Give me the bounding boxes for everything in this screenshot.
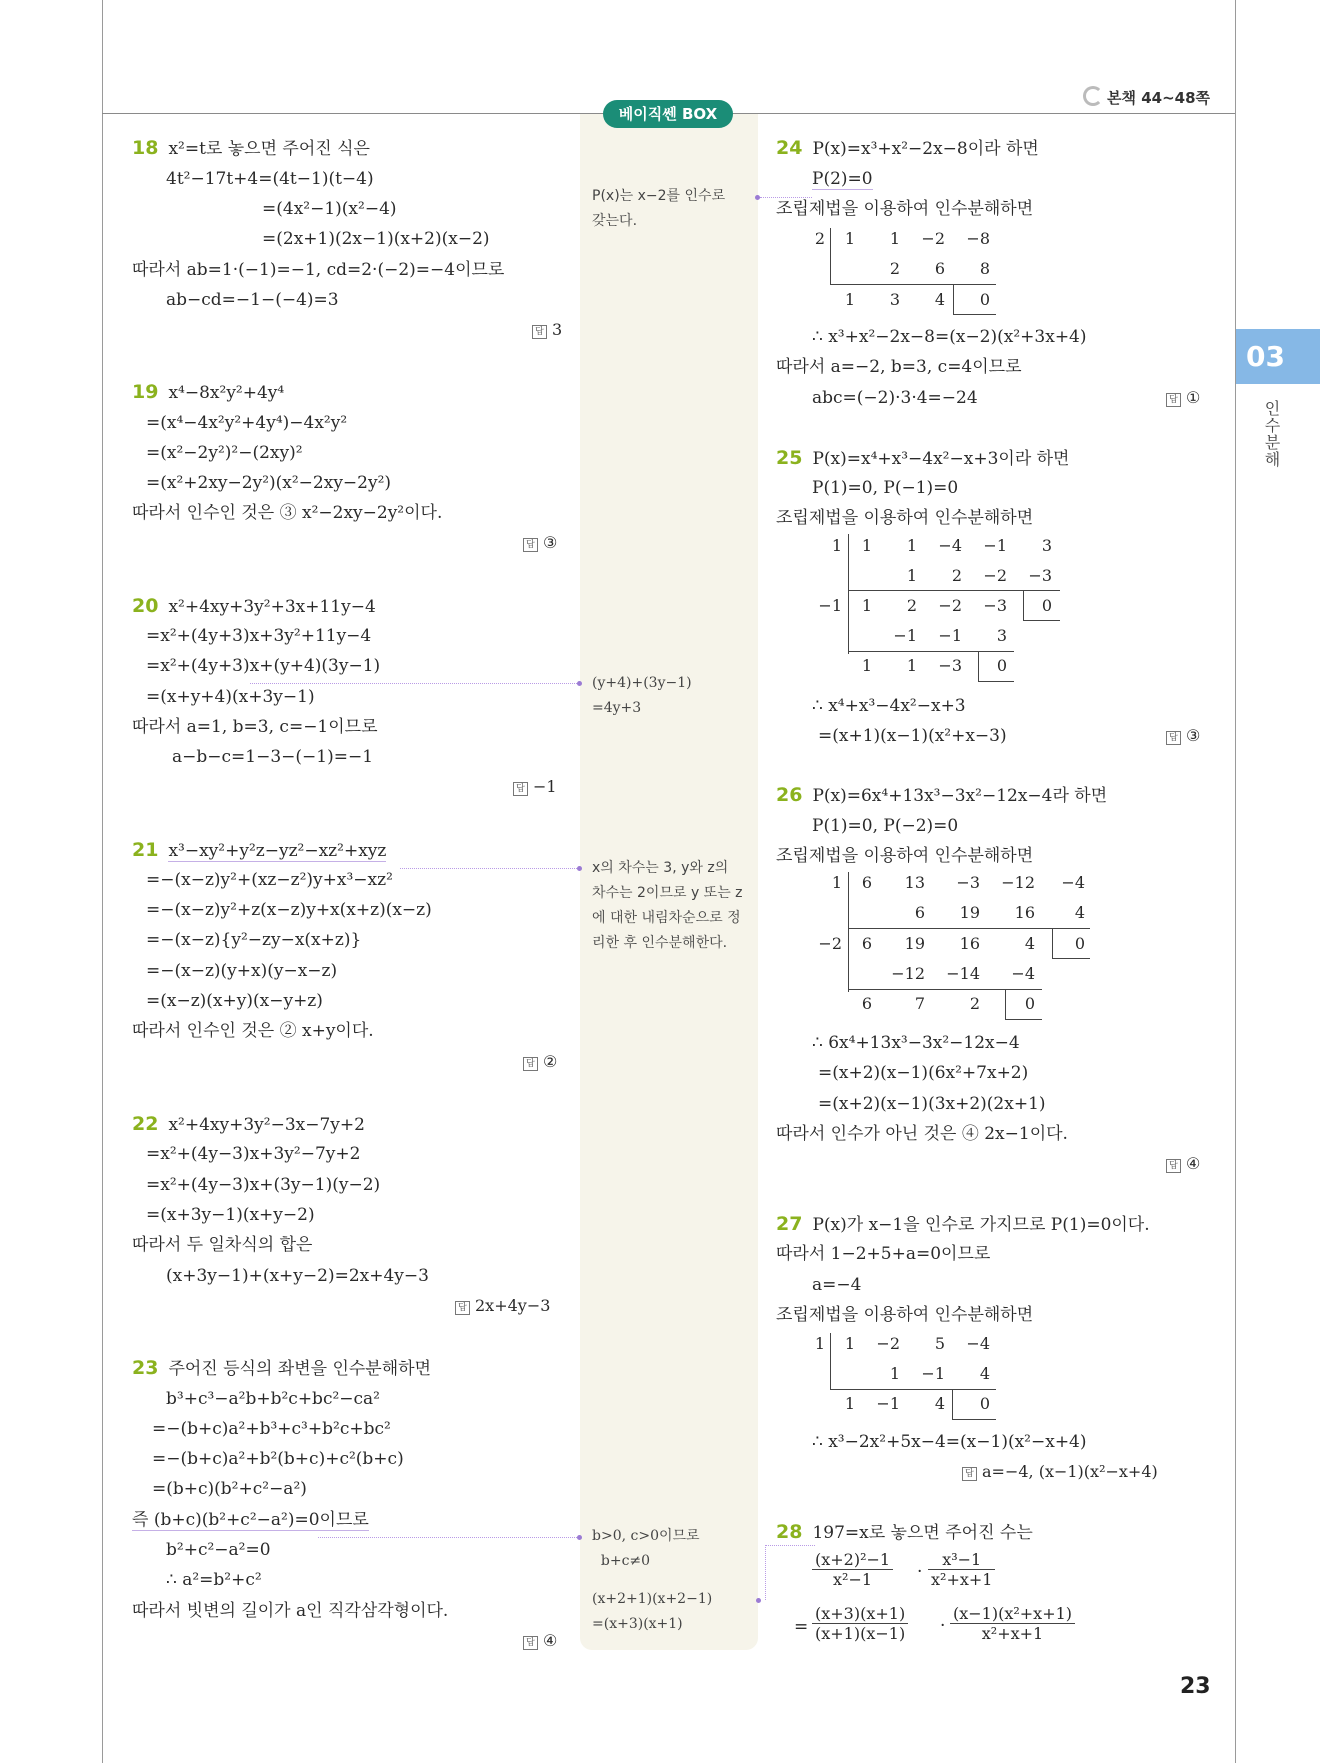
p21-line-5: =(x−z)(x+y)(x−y+z) [146,991,323,1011]
box-label: 베이직쎈 BOX [603,100,733,128]
p26-line-1: P(1)=0, P(−2)=0 [812,816,959,836]
p24-line-4: 따라서 a=−2, b=3, c=4이므로 [776,357,1022,377]
leader-line [765,1545,766,1600]
p20-line-4: 따라서 a=1, b=3, c=−1이므로 [132,717,378,737]
p24-line-3: ∴ x³+x²−2x−8=(x−2)(x²+3x+4) [812,327,1087,347]
p21-answer: 답 ② [523,1052,557,1071]
answer-icon: 답 [523,1057,538,1071]
p21-line-6: 따라서 인수인 것은 ② x+y이다. [132,1021,374,1041]
answer-icon: 답 [962,1467,977,1481]
p21-line-1: =−(x−z)y²+(xz−z²)y+x³−xz² [146,870,393,890]
answer-icon: 답 [523,1636,538,1650]
p25-line-0: 25 P(x)=x⁴+x³−4x²−x+3이라 하면 [776,447,1070,469]
p23-line-4: =(b+c)(b²+c²−a²) [152,1479,307,1499]
p18-line-3: =(2x+1)(2x−1)(x+2)(x−2) [262,229,490,249]
problem-number: 25 [776,447,803,469]
p19-answer: 답 ③ [523,533,557,552]
p25-answer: 답 ③ [1166,726,1200,745]
p22-line-4: 따라서 두 일차식의 합은 [132,1235,313,1255]
p20-line-5: a−b−c=1−3−(−1)=−1 [172,747,374,767]
problem-number: 27 [776,1213,803,1235]
p27-answer: 답 a=−4, (x−1)(x²−x+4) [962,1462,1158,1481]
p21-line-4: =−(x−z)(y+x)(y−x−z) [146,961,338,981]
note-20: (y+4)+(3y−1) =4y+3 [592,675,692,716]
leader-line [318,1537,577,1538]
answer-icon: 답 [1166,1159,1181,1173]
problem-number: 26 [776,784,803,806]
p20-answer: 답 −1 [513,777,557,796]
p18-line-0: 18 x²=t로 놓으면 주어진 식은 [132,137,370,159]
problem-number: 24 [776,137,803,159]
p25-line-2: 조립제법을 이용하여 인수분해하면 [776,508,1034,528]
answer-icon: 답 [513,782,528,796]
p24-line-5: abc=(−2)·3·4=−24 [812,388,978,408]
p23-line-5: 즉 (b+c)(b²+c²−a²)=0이므로 [132,1510,369,1530]
leader-dot [577,866,582,871]
p20-line-2: =x²+(4y+3)x+(y+4)(3y−1) [146,656,381,676]
p28-fraction-1: $\frac{\text{(x+2)²−1}}{\text{x²−1}}$ [812,1550,893,1589]
note-23: b>0, c>0이므로 b+c≠0 [592,1528,700,1569]
leader-line [765,1545,815,1546]
p25-line-3: ∴ x⁴+x³−4x²−x+3 [812,696,966,716]
p18-line-5: ab−cd=−1−(−4)=3 [166,290,339,310]
problem-number: 19 [132,381,159,403]
p27-line-1: 따라서 1−2+5+a=0이므로 [776,1244,991,1264]
p23-line-2: =−(b+c)a²+b³+c³+b²c+bc² [152,1419,391,1439]
problem-number: 22 [132,1113,159,1135]
p18-line-4: 따라서 ab=1·(−1)=−1, cd=2·(−2)=−4이므로 [132,260,505,280]
p26-line-3: ∴ 6x⁴+13x³−3x²−12x−4 [812,1033,1020,1053]
p22-answer: 답 2x+4y−3 [455,1296,550,1315]
p20-line-0: 20 x²+4xy+3y²+3x+11y−4 [132,595,376,617]
p28-fraction-3: $\frac{(x+3)(x+1)}{(x+1)(x-1)}$ [812,1604,908,1643]
note-28: (x+2+1)(x+2−1) =(x+3)(x+1) [592,1591,713,1632]
p19-line-1: =(x⁴−4x²y²+4y⁴)−4x²y² [146,413,348,433]
note-21: x의 차수는 3, y와 z의 차수는 2이므로 y 또는 z 에 대한 내림차순으로 정 리한 후 인수분해한다. [592,860,743,951]
p27-line-0: 27 P(x)가 x−1을 인수로 가지므로 P(1)=0이다. [776,1213,1150,1235]
p24-line-2: 조립제법을 이용하여 인수분해하면 [776,199,1034,219]
p22-line-0: 22 x²+4xy+3y²−3x−7y+2 [132,1113,365,1135]
p20-line-3: =(x+y+4)(x+3y−1) [146,687,315,707]
p20-line-1: =x²+(4y+3)x+3y²+11y−4 [146,626,372,646]
p28-dot: · [940,1616,946,1636]
p23-line-8: 따라서 빗변의 길이가 a인 직각삼각형이다. [132,1601,449,1621]
chapter-tab: 03 [1236,329,1320,384]
p21-line-3: =−(x−z){y²−zy−x(x+z)} [146,930,362,950]
p28-fraction-4: $\frac{\text{(x−1)(x²+x+1)}}{\text{x²+x+1}}$ [950,1604,1075,1643]
p26-line-0: 26 P(x)=6x⁴+13x³−3x²−12x−4라 하면 [776,784,1108,806]
p26-line-2: 조립제법을 이용하여 인수분해하면 [776,846,1034,866]
p24-line-0: 24 P(x)=x³+x²−2x−8이라 하면 [776,137,1039,159]
p22-line-1: =x²+(4y−3)x+3y²−7y+2 [146,1144,361,1164]
p28-dot: · [917,1562,923,1582]
p23-line-7: ∴ a²=b²+c² [166,1570,262,1590]
p18-answer: 답 3 [532,320,562,339]
answer-icon: 답 [1166,393,1181,407]
p25-line-4: =(x+1)(x−1)(x²+x−3) [818,726,1007,746]
answer-icon: 답 [455,1301,470,1315]
p22-line-5: (x+3y−1)+(x+y−2)=2x+4y−3 [166,1266,429,1286]
p27-line-4: ∴ x³−2x²+5x−4=(x−1)(x²−x+4) [812,1432,1087,1452]
answer-icon: 답 [523,538,538,552]
p23-line-3: =−(b+c)a²+b²(b+c)+c²(b+c) [152,1449,404,1469]
p28-line-0: 28 197=x로 놓으면 주어진 수는 [776,1521,1033,1543]
note-18: P(x)는 x−2를 인수로 갖는다. [592,188,726,229]
p19-line-0: 19 x⁴−8x²y²+4y⁴ [132,381,285,403]
p18-line-2: =(4x²−1)(x²−4) [262,199,397,219]
page-reference: 본책 44~48쪽 [1083,86,1210,108]
problem-number: 28 [776,1521,803,1543]
p28-fraction-2: $\frac{\text{x³−1}}{\text{x²+x+1}}$ [928,1550,995,1589]
problem-number: 20 [132,595,159,617]
p21-line-0: 21 x³−xy²+y²z−yz²−xz²+xyz [132,839,387,861]
leader-line [250,683,577,684]
p19-line-4: 따라서 인수인 것은 ③ x²−2xy−2y²이다. [132,503,443,523]
p26-line-4: =(x+2)(x−1)(6x²+7x+2) [818,1063,1029,1083]
p23-line-6: b²+c²−a²=0 [166,1540,271,1560]
p18-line-1: 4t²−17t+4=(4t−1)(t−4) [166,169,374,189]
p22-line-3: =(x+3y−1)(x+y−2) [146,1205,315,1225]
page-number: 23 [1180,1674,1211,1699]
p26-answer: 답 ④ [1166,1154,1200,1173]
p27-line-2: a=−4 [812,1275,862,1295]
leader-dot [577,1535,582,1540]
p19-line-2: =(x²−2y²)²−(2xy)² [146,443,303,463]
p27-line-3: 조립제법을 이용하여 인수분해하면 [776,1305,1034,1325]
p24-answer: 답 ① [1166,388,1200,407]
p26-line-5: =(x+2)(x−1)(3x+2)(2x+1) [818,1094,1046,1114]
p28-equals: = [794,1617,809,1637]
p26-line-6: 따라서 인수가 아닌 것은 ④ 2x−1이다. [776,1124,1068,1144]
answer-icon: 답 [532,325,547,339]
problem-number: 23 [132,1357,159,1379]
p25-line-1: P(1)=0, P(−1)=0 [812,478,959,498]
page-border-left [102,0,103,1763]
p23-line-0: 23 주어진 등식의 좌변을 인수분해하면 [132,1357,431,1379]
p23-line-1: b³+c³−a²b+b²c+bc²−ca² [166,1389,380,1409]
answer-icon: 답 [1166,731,1181,745]
reference-icon [1083,86,1103,106]
p24-line-1: P(2)=0 [812,169,873,189]
problem-number: 21 [132,839,159,861]
p21-line-2: =−(x−z)y²+z(x−z)y+x(x+z)(x−z) [146,900,432,920]
p19-line-3: =(x²+2xy−2y²)(x²−2xy−2y²) [146,473,392,493]
leader-line [400,868,577,869]
p23-answer: 답 ④ [523,1631,557,1650]
leader-dot [756,1598,761,1603]
leader-dot [577,681,582,686]
p22-line-2: =x²+(4y−3)x+(3y−1)(y−2) [146,1175,381,1195]
page-border-right [1235,0,1236,1763]
problem-number: 18 [132,137,159,159]
chapter-title: 인수분해 [1262,400,1281,468]
